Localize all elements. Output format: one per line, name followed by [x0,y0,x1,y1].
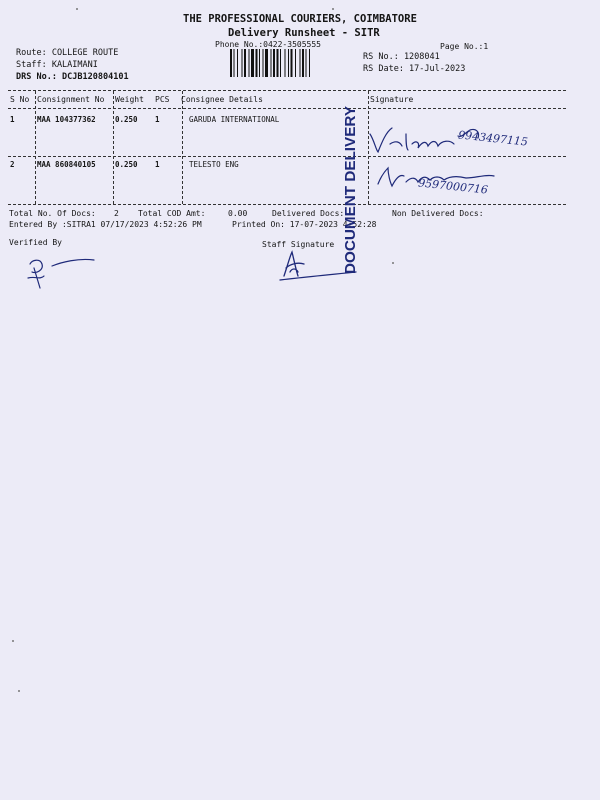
barcode-bar [288,49,289,77]
barcode-bar [285,49,286,77]
total-docs-value: 2 [114,209,119,218]
barcode-bar [306,49,307,77]
barcode-bar [277,49,279,77]
row1-sno: 1 [10,115,15,124]
barcode-bar [234,49,235,77]
barcode-bar [302,49,304,77]
delivered-docs-label: Delivered Docs: [272,209,345,218]
header-consignment: Consignment No [37,95,105,104]
column-divider [35,91,36,204]
barcode-bar [309,49,310,77]
row1-consignment: MAA 104377362 [37,115,96,124]
barcode-bar [237,49,238,77]
table-header-rule [8,108,566,109]
header-signature: Signature [370,95,414,104]
barcode-bar [271,49,272,77]
printed-on: Printed On: 17-07-2023 4:52:28 [232,220,377,229]
barcode-bar [295,49,296,77]
header-consignee: Consignee Details [181,95,263,104]
entered-by: Entered By :SITRA1 07/17/2023 4:52:26 PM [9,220,202,229]
total-cod-label: Total COD Amt: [138,209,206,218]
scan-speck [332,8,334,10]
column-divider [113,91,114,204]
column-divider [182,91,183,204]
verified-by-label: Verified By [9,238,62,247]
barcode-bar [265,49,268,77]
barcode-bar [242,49,243,77]
row1-weight: 0.250 [115,115,138,124]
document-title: Delivery Runsheet - SITR [228,27,380,39]
row2-weight: 0.250 [115,160,138,169]
row2-sno: 2 [10,160,15,169]
stamp-text: DOCUMENT DELIVERY [343,114,359,274]
drs-number: DRS No.: DCJB120804101 [16,72,129,82]
route-label: Route: COLLEGE ROUTE [16,48,119,58]
rs-number: RS No.: 1208041 [363,52,440,62]
barcode-bar [280,49,281,77]
barcode-bar [244,49,246,77]
row2-handwritten-phone: 9597000716 [417,176,489,197]
row1-handwritten-phone: 9943497115 [457,128,529,149]
barcode-bar [251,49,254,77]
header-weight: Weight [115,95,144,104]
scan-speck [76,8,78,10]
phone-number: Phone No.:0422-3505555 [215,40,321,49]
row2-consignee: TELESTO ENG [189,160,239,169]
page-number: Page No.:1 [440,42,489,51]
barcode-bar [273,49,275,77]
scan-speck [392,262,394,264]
header-sno: S No [10,95,30,104]
row1-pcs: 1 [155,115,160,124]
scan-speck [12,640,14,642]
row2-pcs: 1 [155,160,160,169]
barcode-bar [291,49,293,77]
barcode-bar [263,49,264,77]
barcode-bar [256,49,258,77]
verifier-signature [22,250,102,296]
barcode-bar [249,49,250,77]
document-delivery-stamp [327,102,367,278]
barcode-bar [300,49,301,77]
staff-label: Staff: KALAIMANI [16,60,98,70]
rs-date: RS Date: 17-Jul-2023 [363,64,466,74]
company-name: THE PROFESSIONAL COURIERS, COIMBATORE [183,13,417,25]
total-cod-value: 0.00 [228,209,248,218]
table-top-rule [8,90,566,91]
staff-signature-label: Staff Signature [262,240,335,249]
barcode-bar [259,49,260,77]
scan-speck [18,690,20,692]
table-bottom-rule [8,204,566,205]
header-pcs: PCS [155,95,170,104]
non-delivered-docs-label: Non Delivered Docs: [392,209,484,218]
barcode-bar [230,49,232,77]
total-docs-label: Total No. Of Docs: [9,209,96,218]
row2-consignment: MAA 860840105 [37,160,96,169]
barcode-image [230,49,356,77]
row1-consignee: GARUDA INTERNATIONAL [189,115,280,124]
